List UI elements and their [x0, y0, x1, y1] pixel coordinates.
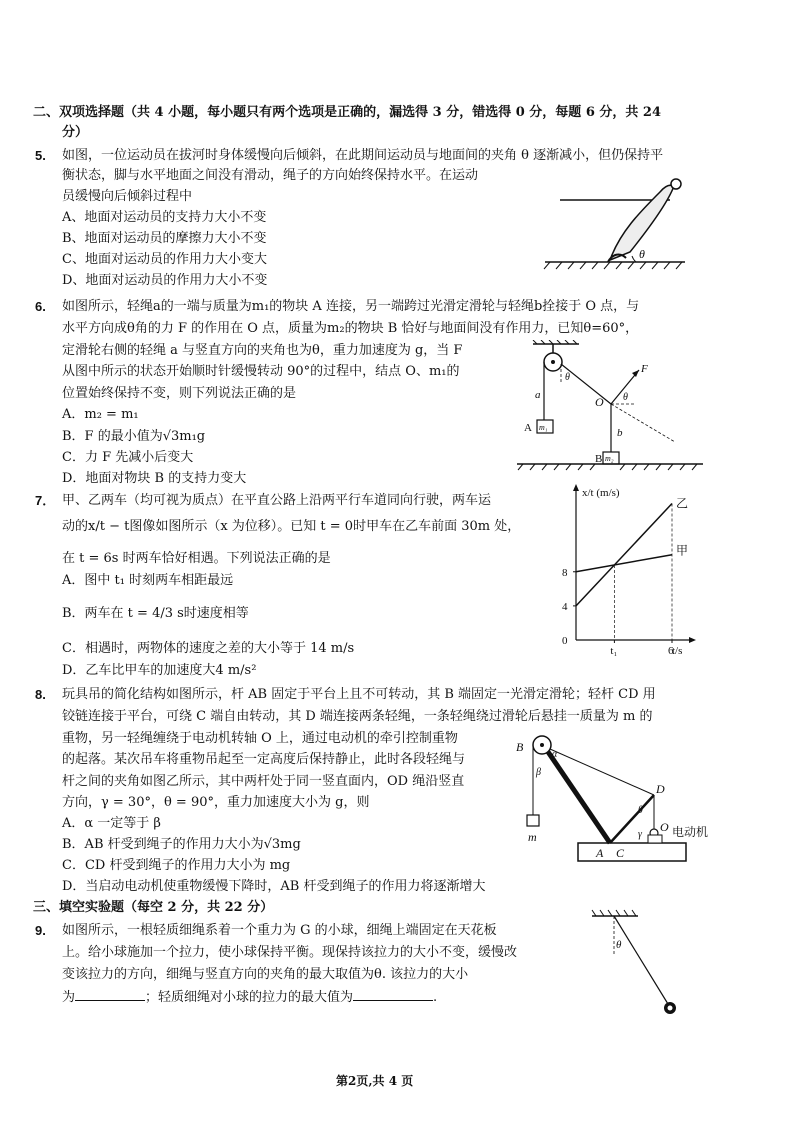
q8-fig-A: A [596, 846, 604, 860]
q7-line2: 动的x/t − t图像如图所示（x 为位移）。已知 t = 0时甲车在乙车前面 30m 处， [62, 519, 521, 534]
q9-fig-theta: θ [616, 939, 622, 951]
q8-option-b: B．AB 杆受到绳子的作用力大小为√3mg [62, 837, 301, 852]
q6-line2: 水平方向成θ角的力 F 的作用在 O 点，质量为m₂的物块 B 恰好与地面间没有作用力，已知θ=60°， [62, 321, 639, 336]
q5-option-d: D、地面对运动员的作用力大小不变 [62, 273, 268, 288]
q5-line3: 员缓慢向后倾斜过程中 [62, 189, 193, 204]
q6-line5: 位置始终保持不变，则下列说法正确的是 [62, 386, 297, 401]
q7-option-b: B．两车在 t = 4/3 s时速度相等 [62, 606, 249, 621]
q6-fig-A: A [524, 422, 532, 434]
series-label: 乙 [676, 496, 689, 511]
y-axis-label: x/t (m/s) [582, 487, 620, 499]
y-tick-label: 4 [562, 600, 568, 613]
q6-fig-F: F [641, 363, 648, 375]
q6-line4: 从图中所示的状态开始顺时针缓慢转动 90°的过程中，结点 O、m₁的 [62, 364, 460, 379]
q6-line3: 定滑轮右侧的轻绳 a 与竖直方向的夹角也为θ，重力加速度为 g，当 F [62, 343, 463, 358]
q6-fig-a: a [535, 389, 541, 401]
platform [578, 843, 686, 861]
q9-line4-suffix: . [433, 990, 438, 1005]
q6-figure [515, 340, 705, 475]
q5-option-c: C、地面对运动员的作用力大小变大 [62, 252, 267, 267]
q8-line3: 重物，另一轻绳缠绕于电动机转轴 O 上，通过电动机的牵引控制重物 [62, 731, 458, 746]
q7-option-a: A．图中 t₁ 时刻两车相距最远 [62, 573, 234, 588]
q8-fig-motor: 电动机 [672, 825, 709, 839]
q8-line4: 的起落。某次吊车将重物吊起至一定高度后保持静止，此时各段轻绳与 [62, 752, 466, 767]
q5-line1: 如图，一位运动员在拔河时身体缓慢向后倾斜，在此期间运动员与地面间的夹角 θ 逐渐减小，但仍保持平 [62, 148, 664, 163]
q6-fig-theta1: θ [565, 372, 570, 383]
q8-line1: 玩具吊的简化结构如图所示，杆 AB 固定于平台上且不可转动，其 B 端固定一光滑定滑轮；轻杆 CD 用 [62, 687, 656, 702]
q6-option-c: C．力 F 先减小后变大 [62, 450, 194, 465]
q8-option-c: C．CD 杆受到绳子的作用力大小为 mg [62, 858, 291, 873]
q8-fig-O: O [660, 820, 669, 834]
q6-fig-m1: m₁ [539, 423, 548, 432]
q8-line6: 方向，γ = 30°，θ = 90°，重力加速度大小为 g，则 [62, 795, 370, 810]
q7-number: 7． [35, 493, 56, 508]
q6-fig-O: O [595, 395, 604, 409]
q8-fig-C: C [616, 846, 625, 860]
q6-option-a: A．m₂ = m₁ [62, 407, 139, 422]
y-tick-label: 8 [562, 566, 568, 579]
q9-line2: 上。给小球施加一个拉力，使小球保持平衡。现保持该拉力的大小不变，缓慢改 [62, 945, 518, 960]
q9-line4-prefix: 为 [62, 990, 76, 1005]
q9-answer-blank-1[interactable] [75, 988, 145, 1001]
q9-figure [588, 908, 688, 1020]
q7-option-c: C．相遇时，两物体的速度之差的大小等于 14 m/s [62, 641, 355, 656]
q7-option-d: D．乙车比甲车的加速度大4 m/s² [62, 663, 257, 678]
q8-fig-alpha: α [552, 749, 558, 760]
q8-fig-B: B [516, 740, 524, 754]
q8-number: 8. [35, 687, 46, 702]
q9-line3: 变该拉力的方向，细绳与竖直方向的夹角的最大取值为θ. 该拉力的大小 [62, 967, 469, 982]
q6-fig-b: b [617, 427, 623, 439]
q8-option-a: A．α 一定等于 β [62, 816, 161, 831]
q5-option-b: B、地面对运动员的摩擦力大小不变 [62, 231, 267, 246]
q6-option-b: B．F 的最小值为√3m₁g [62, 429, 206, 444]
q8-fig-D: D [656, 782, 665, 796]
q5-option-a: A、地面对运动员的支持力大小不变 [62, 210, 267, 225]
q7-line3: 在 t = 6s 时两车恰好相遇。下列说法正确的是 [62, 551, 331, 566]
q9-answer-blank-2[interactable] [353, 988, 433, 1001]
q9-number: 9. [35, 923, 46, 938]
q6-line1: 如图所示，轻绳a的一端与质量为m₁的物块 A 连接，另一端跨过光滑定滑轮与轻绳b拴接于 O 点，与 [62, 299, 640, 314]
q8-fig-beta: β [536, 767, 541, 778]
q5-fig-theta: θ [639, 247, 645, 261]
y-tick-label: 0 [562, 635, 568, 647]
x-axis-label: t/s [672, 645, 683, 657]
x-tick-label: t₁ [610, 645, 618, 657]
q6-number: 6. [35, 299, 46, 314]
series-label: 甲 [676, 543, 689, 558]
q5-number: 5. [35, 148, 46, 163]
x-tick-label: 6 [668, 645, 674, 657]
series-line-jia [576, 555, 672, 572]
q6-fig-m2: m₂ [605, 454, 614, 463]
q7-line1: 甲、乙两车（均可视为质点）在平直公路上沿两平行车道同向行驶，两车运 [62, 493, 492, 508]
q8-figure [512, 735, 712, 870]
series-line-yi [576, 504, 672, 606]
q8-line5: 杆之间的夹角如图乙所示，其中两杆处于同一竖直面内，OD 绳沿竖直 [62, 774, 465, 789]
q6-fig-theta2: θ [623, 392, 628, 403]
q5-line2: 衡状态，脚与水平地面之间没有滑动，绳子的方向始终保持水平。在运动 [62, 168, 479, 183]
q8-fig-m: m [528, 830, 537, 844]
section2-header-cont: 分） [62, 125, 89, 140]
q8-line2: 铰链连接于平台，可绕 C 端自由转动，其 D 端连接两条轻绳，一条轻绳绕过滑轮后悬挂一质量为 m 的 [62, 709, 653, 724]
q9-line4 [62, 988, 437, 1007]
q8-fig-theta: θ [638, 805, 643, 816]
q6-fig-B: B [595, 453, 603, 465]
page-footer: 第2页,共 4 页 [336, 1074, 414, 1088]
section3-header: 三、填空实验题（每空 2 分，共 22 分） [33, 900, 274, 915]
section2-header: 二、双项选择题（共 4 小题，每小题只有两个选项是正确的，漏选得 3 分，错选得 0 分，每题 6 分，共 24 [33, 105, 662, 120]
rod-CD [610, 795, 654, 843]
q8-option-d: D．当启动电动机使重物缓慢下降时，AB 杆受到绳子的作用力将逐渐增大 [62, 879, 486, 894]
q9-line4-middle: ；轻质细绳对小球的拉力的最大值为 [145, 990, 354, 1005]
q8-fig-gamma: γ [638, 829, 642, 840]
q6-option-d: D．地面对物块 B 的支持力变大 [62, 471, 247, 486]
q5-figure [540, 172, 690, 272]
q9-line1: 如图所示，一根轻质细绳系着一个重力为 G 的小球，细绳上端固定在天花板 [62, 923, 497, 938]
q7-chart [548, 480, 698, 660]
